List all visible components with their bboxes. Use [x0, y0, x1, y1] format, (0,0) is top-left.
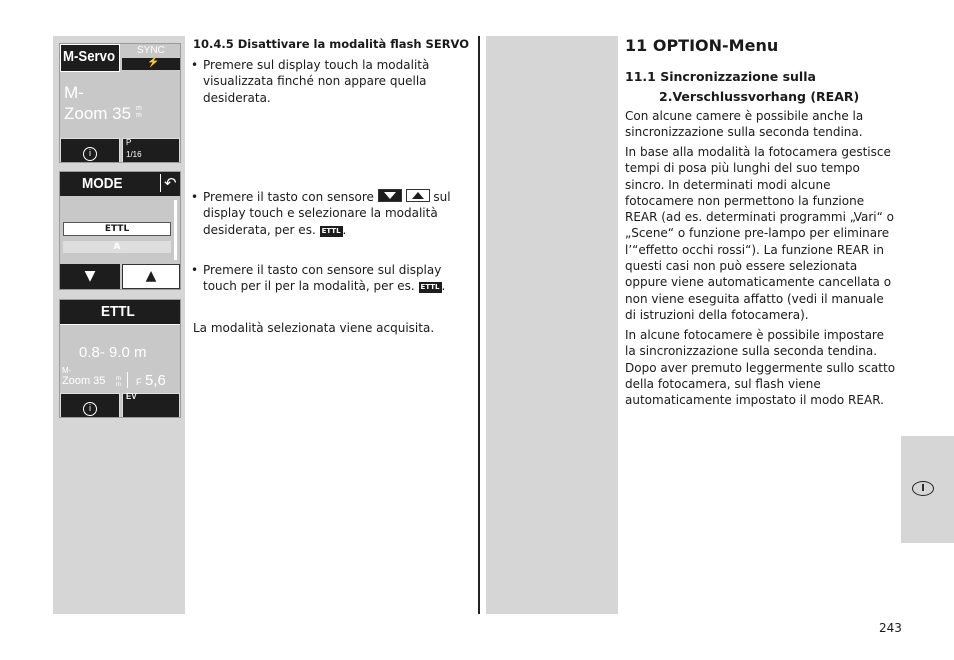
info-icon: i: [83, 402, 97, 416]
zoom-line1: M-: [62, 366, 72, 375]
language-tab-icon: I: [912, 481, 934, 496]
zoom-line1: M-: [64, 83, 84, 102]
mode-label: M-Servo: [63, 48, 116, 65]
right-gray-column: [486, 36, 618, 614]
bullet-item-2: • Premere il tasto con sensore sul display touch e selezionare la modalità desiderata, per es. ETTL .: [191, 190, 451, 237]
list-item-a[interactable]: A: [63, 241, 171, 253]
zoom-line2: Zoom 35: [64, 104, 132, 123]
display-screen-servo: [59, 43, 181, 163]
bullet-text-2b: sul display touch e selezionare la modalità desiderata, per es.: [203, 190, 451, 237]
bullet-item-1: • Premere sul display touch la modalità visualizzata finché non appare quella desiderata.: [191, 58, 430, 105]
mode-title: MODE: [82, 175, 123, 192]
ettl-key-icon: ETTL: [420, 283, 440, 292]
info-button[interactable]: [60, 138, 120, 163]
info-icon: i: [83, 147, 97, 161]
down-key-icon: [378, 189, 402, 202]
bullet-text-1: Premere sul display touch la modalità visualizzata finché non appare quella desiderata.: [203, 58, 430, 105]
up-button[interactable]: [122, 264, 180, 289]
zoom-unit: m m: [116, 376, 121, 388]
list-item-ettl[interactable]: ETTL: [63, 222, 171, 236]
paragraph-2: In base alla modalità la fotocamera gestisce tempi di posa più lunghi del suo tempo sincro. In determinati modi alcune fotocamere non permettono la funzione REAR (ad es. determinati programmi „Vari“ o „Scene“ o funzione pre-lampo per eliminare l’“effetto occhi rossi“). La funzione REAR in questi casi non può essere selezionata oppure viene automaticamente cancellata o non viene eseguita affatto (vedi il manuale di istruzioni della fotocamera).: [625, 145, 895, 322]
chapter-title: 11 OPTION-Menu: [625, 36, 779, 55]
power-value: 1/16: [126, 150, 142, 159]
bullet-text-3: Premere il tasto con sensore sul display touch per il per la modalità, per es.: [203, 263, 442, 294]
bullet-item-3: • Premere il tasto con sensore sul display touch per il per la modalità, per es. ETTL .: [191, 263, 446, 294]
display-screen-mode: [59, 171, 181, 290]
zoom-unit: m m: [136, 105, 142, 119]
display-screen-ettl: [59, 299, 181, 418]
ev-label: EV: [126, 392, 137, 401]
up-arrow-icon: ▲: [145, 268, 157, 284]
down-button[interactable]: [60, 264, 120, 289]
scrollbar[interactable]: [174, 200, 177, 260]
power-label: P: [126, 138, 132, 147]
subsection-heading-line2: 2.Verschlussvorhang (REAR): [659, 89, 860, 104]
back-icon[interactable]: ↶: [160, 174, 177, 192]
up-key-icon: [406, 189, 430, 202]
section-heading: 10.4.5 Disattivare la modalità flash SERVO: [193, 37, 470, 51]
sync-label: SYNC: [137, 45, 165, 56]
zoom-line2: Zoom 35: [62, 375, 106, 387]
ettl-key-icon: ETTL: [321, 226, 341, 235]
aperture-value: 5,6: [145, 372, 166, 389]
down-arrow-icon: ▼: [84, 268, 96, 284]
closing-text: La modalità selezionata viene acquisita.: [193, 321, 435, 335]
field-divider: [127, 372, 128, 388]
range-value: 0.8- 9.0 m: [79, 344, 147, 361]
page-number: 243: [879, 621, 902, 635]
aperture-label: F: [136, 377, 142, 387]
ettl-title: ETTL: [101, 303, 135, 320]
column-divider: [478, 36, 480, 614]
paragraph-3: In alcune fotocamere è possibile impostare la sincronizzazione sulla seconda tendina. Dopo aver premuto leggermente sullo scatto della fotocamera, sul flash viene automaticamente impostato il modo REAR.: [625, 328, 896, 408]
subsection-heading-line1: 11.1 Sincronizzazione sulla: [625, 69, 816, 84]
bullet-text-2a: Premere il tasto con sensore: [203, 190, 374, 204]
info-button[interactable]: [60, 393, 120, 418]
paragraph-1: Con alcune camere è possibile anche la sincronizzazione sulla seconda tendina.: [625, 109, 864, 140]
flash-icon: ⚡: [147, 57, 160, 68]
